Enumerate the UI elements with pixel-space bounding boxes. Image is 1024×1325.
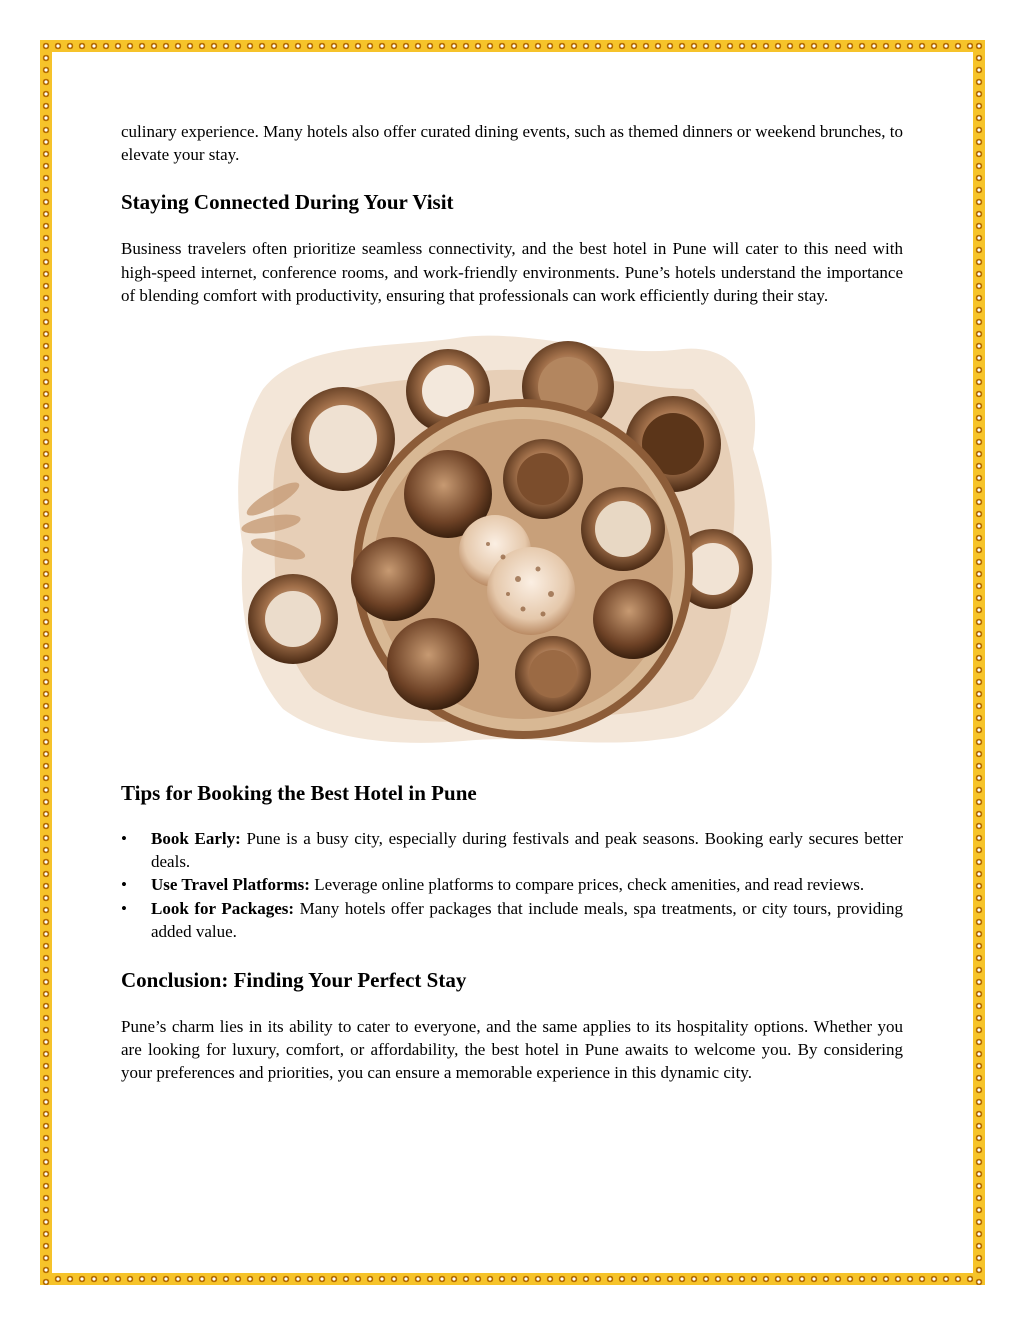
thali-platter-image <box>233 329 778 751</box>
tip-label: Use Travel Platforms: <box>151 875 310 895</box>
decorative-border-bottom <box>40 1273 985 1285</box>
decorative-border-left <box>40 40 52 1285</box>
tip-text: Leverage online platforms to compare prices, check amenities, and read reviews. <box>309 875 865 895</box>
heading-staying-connected: Staying Connected During Your Visit <box>121 190 454 215</box>
tip-text: Many hotels offer packages that include meals, spa treatments, or city tours, providing added value. <box>151 898 903 941</box>
decorative-border-right <box>973 40 985 1285</box>
bullet-icon: • <box>121 875 127 895</box>
bullet-icon: • <box>121 829 127 849</box>
conclusion-paragraph: Pune’s charm lies in its ability to cater to everyone, and the same applies to its hospitality options. Whether you are looking for luxury, comfort, or affordability, the best hotel in Pune awaits to welcome you. By considering your preferences and priorities, you can ensure a memorable experience in this dynamic city. <box>121 1017 903 1083</box>
list-item <box>121 897 903 943</box>
intro-paragraph: culinary experience. Many hotels also offer curated dining events, such as themed dinners or weekend brunches, to elevate your stay. <box>121 122 903 165</box>
tips-list <box>121 827 903 943</box>
list-item <box>121 873 903 896</box>
heading-booking-tips: Tips for Booking the Best Hotel in Pune <box>121 781 477 806</box>
page-content <box>121 120 903 1085</box>
heading-conclusion: Conclusion: Finding Your Perfect Stay <box>121 968 467 993</box>
decorative-border-top <box>40 40 985 52</box>
bullet-icon: • <box>121 898 127 918</box>
list-item <box>121 827 903 873</box>
tip-label: Look for Packages: <box>151 898 295 918</box>
tip-label: Book Early: <box>151 829 241 849</box>
connectivity-paragraph: Business travelers often prioritize seamless connectivity, and the best hotel in Pune will cater to this need with high-speed internet, conference rooms, and work-friendly environments. Pune’s hotels understand the importance of blending comfort with productivity, ensuring that professionals can work efficiently during their stay. <box>121 239 903 305</box>
tip-text: Pune is a busy city, especially during festivals and peak seasons. Booking early secures better deals. <box>151 829 903 872</box>
